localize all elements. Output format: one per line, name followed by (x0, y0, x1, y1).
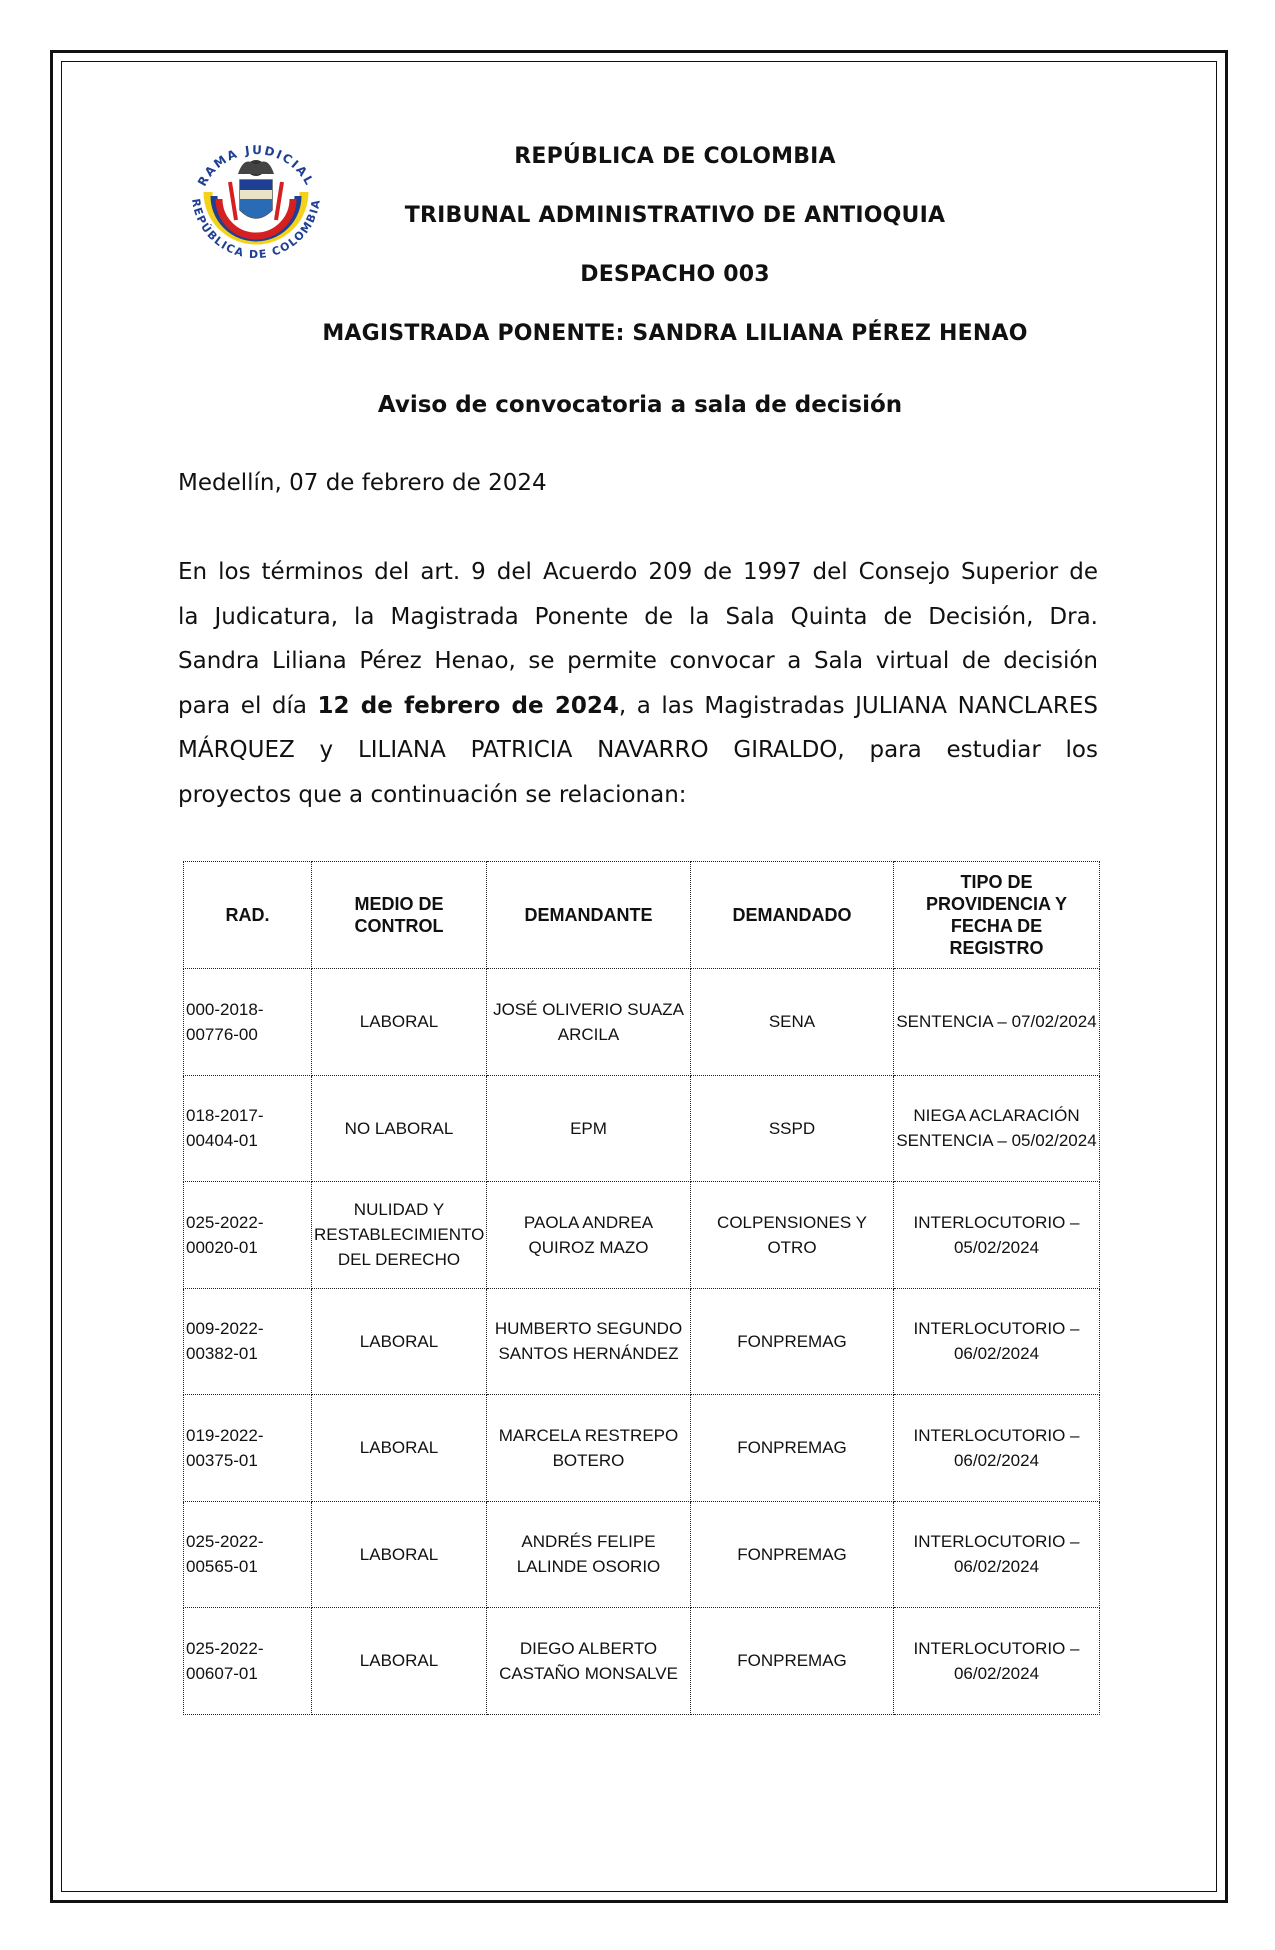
table-header-row (184, 862, 1100, 969)
paragraph-line: En los términos del art. 9 del Acuerdo 209 de 1997 del Consejo Superior de (178, 559, 1098, 585)
header-office: DESPACHO 003 (580, 262, 770, 287)
cell-medio-de-control: LABORAL (312, 969, 487, 1076)
column-header-rad: RAD. (184, 862, 312, 969)
column-header-medio-de-control: MEDIO DE CONTROL (312, 862, 487, 969)
cell-tipo-providencia: INTERLOCUTORIO – 06/02/2024 (894, 1395, 1100, 1502)
cell-rad: 009-2022-00382-01 (184, 1288, 312, 1395)
header-country: REPÚBLICA DE COLOMBIA (514, 144, 836, 169)
cell-rad: 019-2022-00375-01 (184, 1395, 312, 1502)
paragraph-text: para el día (178, 692, 318, 719)
cell-demandado: SSPD (691, 1075, 894, 1182)
table-body (184, 969, 1100, 1715)
cell-rad: 025-2022-00565-01 (184, 1501, 312, 1608)
cell-tipo-providencia: NIEGA ACLARACIÓN SENTENCIA – 05/02/2024 (894, 1075, 1100, 1182)
header-court: TRIBUNAL ADMINISTRATIVO DE ANTIOQUIA (404, 203, 946, 228)
table-row (184, 1395, 1100, 1502)
cell-medio-de-control: NO LABORAL (312, 1075, 487, 1182)
table-row (184, 1501, 1100, 1608)
cell-demandante: JOSÉ OLIVERIO SUAZA ARCILA (487, 969, 691, 1076)
svg-text:RAMA JUDICIAL: RAMA JUDICIAL (195, 142, 318, 189)
cell-medio-de-control: LABORAL (312, 1501, 487, 1608)
cell-tipo-providencia: INTERLOCUTORIO – 05/02/2024 (894, 1182, 1100, 1289)
paragraph-text: , a las Magistradas JULIANA NANCLARES (618, 692, 1098, 719)
cell-demandado: COLPENSIONES Y OTRO (691, 1182, 894, 1289)
body-paragraph (178, 550, 1098, 817)
table-row (184, 1182, 1100, 1289)
cell-demandante: EPM (487, 1075, 691, 1182)
cell-demandado: FONPREMAG (691, 1608, 894, 1715)
cell-demandante: MARCELA RESTREPO BOTERO (487, 1395, 691, 1502)
date-line: Medellín, 07 de febrero de 2024 (178, 470, 547, 496)
svg-text:REPÚBLICA DE COLOMBIA: REPÚBLICA DE COLOMBIA (189, 197, 323, 262)
cell-demandado: FONPREMAG (691, 1501, 894, 1608)
cell-medio-de-control: LABORAL (312, 1608, 487, 1715)
cell-rad: 025-2022-00020-01 (184, 1182, 312, 1289)
column-header-demandado: DEMANDADO (691, 862, 894, 969)
cell-demandado: SENA (691, 969, 894, 1076)
column-header-tipo-providencia: TIPO DE PROVIDENCIA Y FECHA DE REGISTRO (894, 862, 1100, 969)
cell-tipo-providencia: INTERLOCUTORIO – 06/02/2024 (894, 1501, 1100, 1608)
projects-table (183, 861, 1100, 1715)
column-header-demandante: DEMANDANTE (487, 862, 691, 969)
cell-tipo-providencia: INTERLOCUTORIO – 06/02/2024 (894, 1608, 1100, 1715)
session-date: 12 de febrero de 2024 (317, 692, 619, 719)
cell-demandante: HUMBERTO SEGUNDO SANTOS HERNÁNDEZ (487, 1288, 691, 1395)
cell-demandante: DIEGO ALBERTO CASTAÑO MONSALVE (487, 1608, 691, 1715)
paragraph-line: MÁRQUEZ y LILIANA PATRICIA NAVARRO GIRALDO, para estudiar los (178, 737, 1098, 763)
paragraph-line: proyectos que a continuación se relacionan: (178, 781, 687, 808)
cell-rad: 025-2022-00607-01 (184, 1608, 312, 1715)
paragraph-line: la Judicatura, la Magistrada Ponente de la Sala Quinta de Decisión, Dra. (178, 603, 1098, 630)
cell-tipo-providencia: SENTENCIA – 07/02/2024 (894, 969, 1100, 1076)
table-row (184, 1608, 1100, 1715)
cell-rad: 000-2018-00776-00 (184, 969, 312, 1076)
cell-rad: 018-2017-00404-01 (184, 1075, 312, 1182)
paragraph-line (178, 684, 1098, 729)
cell-medio-de-control: LABORAL (312, 1288, 487, 1395)
cell-demandado: FONPREMAG (691, 1288, 894, 1395)
table-row (184, 969, 1100, 1076)
cell-demandado: FONPREMAG (691, 1395, 894, 1502)
cell-medio-de-control: LABORAL (312, 1395, 487, 1502)
table-row (184, 1288, 1100, 1395)
table-row (184, 1075, 1100, 1182)
cell-tipo-providencia: INTERLOCUTORIO – 06/02/2024 (894, 1288, 1100, 1395)
header-judge: MAGISTRADA PONENTE: SANDRA LILIANA PÉREZ HENAO (322, 321, 1028, 346)
cell-demandante: PAOLA ANDREA QUIROZ MAZO (487, 1182, 691, 1289)
notice-subtitle: Aviso de convocatoria a sala de decisión (377, 392, 903, 418)
cell-medio-de-control: NULIDAD Y RESTABLECIMIENTO DEL DERECHO (312, 1182, 487, 1289)
cell-demandante: ANDRÉS FELIPE LALINDE OSORIO (487, 1501, 691, 1608)
paragraph-line: Sandra Liliana Pérez Henao, se permite convocar a Sala virtual de decisión (178, 648, 1098, 674)
